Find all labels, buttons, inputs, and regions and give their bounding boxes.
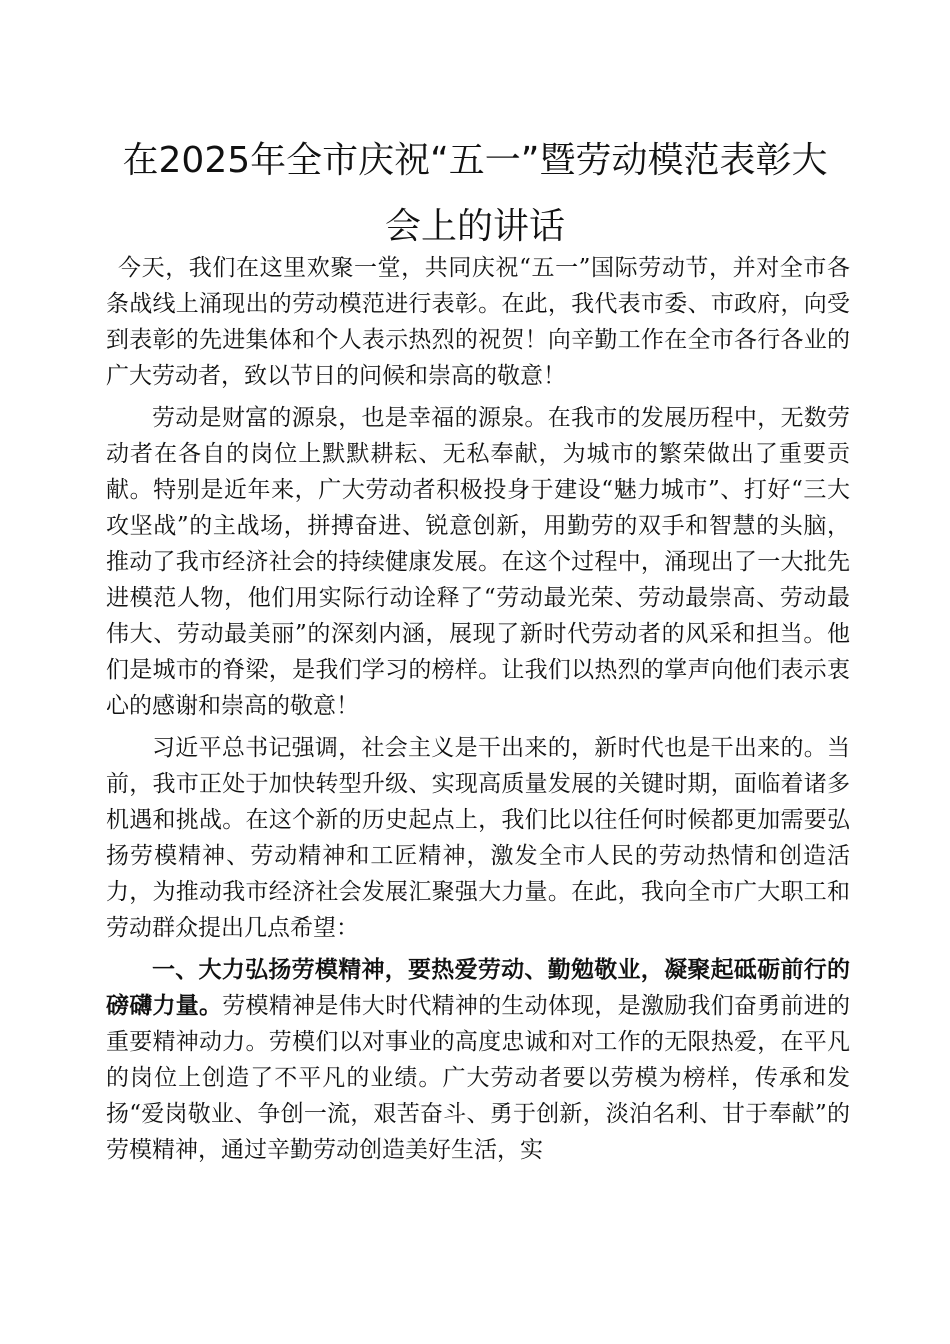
section-heading-1: 一、大力弘扬劳模精神，要热爱劳动、勤勉敬业，凝聚起砥砺前行的磅礴力量。: [106, 957, 850, 1019]
document-body: [106, 250, 850, 1174]
document-title-line-1: 在2025年全市庆祝“五一”暨劳动模范表彰大: [122, 140, 828, 181]
paragraph-1: 今天，我们在这里欢聚一堂，共同庆祝“五一”国际劳动节，并对全市各条战线上涌现出的劳动模范进行表彰。在此，我代表市委、市政府，向受到表彰的先进集体和个人表示热烈的祝贺！向辛勤工作在全市各行各业的广大劳动者，致以节日的问候和崇高的敬意！: [106, 255, 850, 389]
paragraph-4: [106, 952, 850, 1168]
document-title-line-2: 会上的讲话: [384, 206, 565, 247]
paragraph-3: 习近平总书记强调，社会主义是干出来的，新时代也是干出来的。当前，我市正处于加快转型升级、实现高质量发展的关键时期，面临着诸多机遇和挑战。在这个新的历史起点上，我们比以往任何时候都更加需要弘扬劳模精神、劳动精神和工匠精神，激发全市人民的劳动热情和创造活力，为推动我市经济社会发展汇聚强大力量。在此，我向全市广大职工和劳动群众提出几点希望：: [106, 735, 850, 941]
paragraph-2: 劳动是财富的源泉，也是幸福的源泉。在我市的发展历程中，无数劳动者在各自的岗位上默默耕耘、无私奉献，为城市的繁荣做出了重要贡献。特别是近年来，广大劳动者积极投身于建设“魅力城市”、打好“三大攻坚战”的主战场，拼搏奋进、锐意创新，用勤劳的双手和智慧的头脑，推动了我市经济社会的持续健康发展。在这个过程中，涌现出了一大批先进模范人物，他们用实际行动诠释了“劳动最光荣、劳动最崇高、劳动最伟大、劳动最美丽”的深刻内涵，展现了新时代劳动者的风采和担当。他们是城市的脊梁，是我们学习的榜样。让我们以热烈的掌声向他们表示衷心的感谢和崇高的敬意！: [106, 405, 850, 719]
paragraph-4-text: 劳模精神是伟大时代精神的生动体现，是激励我们奋勇前进的重要精神动力。劳模们以对事业的高度忠诚和对工作的无限热爱，在平凡的岗位上创造了不平凡的业绩。广大劳动者要以劳模为榜样，传承和发扬“爱岗敬业、争创一流，艰苦奋斗、勇于创新，淡泊名利、甘于奉献”的劳模精神，通过辛勤劳动创造美好生活，实: [106, 993, 851, 1163]
